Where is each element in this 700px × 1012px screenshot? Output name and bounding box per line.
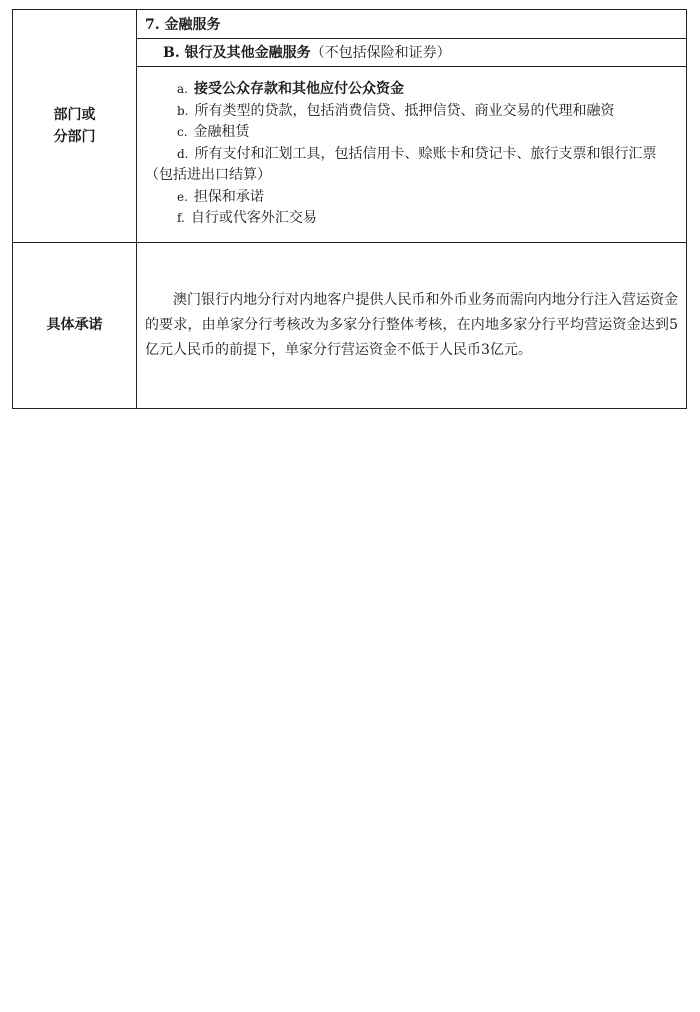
commitment-cell: [137, 242, 687, 408]
item-letter: d.: [177, 146, 189, 161]
list-item: [145, 208, 678, 230]
sector-label-cell: [13, 10, 137, 243]
item-text: 所有支付和汇划工具，包括信用卡、赊账卡和贷记卡、旅行支票和银行汇票（包括进出口结算）: [145, 145, 657, 184]
item-text: 接受公众存款和其他应付公众资金: [193, 81, 404, 98]
item-text: 自行或代客外汇交易: [190, 210, 317, 227]
item-text: 所有类型的贷款，包括消费信贷、抵押信贷、商业交易的代理和融资: [194, 102, 615, 119]
sector-label-line1: 部门或: [53, 106, 96, 123]
item-letter: a.: [177, 82, 188, 97]
subsector-cell: [137, 38, 687, 67]
item-letter: b.: [177, 103, 189, 118]
sector-title: 7. 金融服务: [137, 10, 687, 39]
subsector-title: B. 银行及其他金融服务: [163, 45, 311, 62]
item-text: 金融租赁: [193, 124, 250, 141]
commitment-label: 具体承诺: [13, 242, 137, 408]
schedule-table: [12, 9, 687, 409]
subsector-note: （不包括保险和证券）: [310, 45, 451, 62]
item-text: 担保和承诺: [193, 188, 264, 205]
item-letter: c.: [177, 125, 188, 140]
item-letter: e.: [177, 189, 188, 204]
list-item: [145, 101, 678, 123]
commitment-text: 澳门银行内地分行对内地客户提供人民币和外币业务而需向内地分行注入营运资金的要求，由单家分行考核改为多家分行整体考核，在内地多家分行平均营运资金达到5亿元人民币的前提下，单家分行营运资金不低于人民币3亿元。: [145, 291, 678, 358]
list-item: [145, 187, 678, 209]
list-item: [145, 122, 678, 144]
commitment-row: [13, 242, 687, 408]
list-item: [145, 144, 678, 187]
item-letter: f.: [177, 211, 185, 226]
sector-row: [13, 10, 687, 39]
items-cell: [137, 67, 687, 243]
sector-label-line2: 分部门: [53, 128, 96, 145]
list-item: [145, 79, 678, 101]
